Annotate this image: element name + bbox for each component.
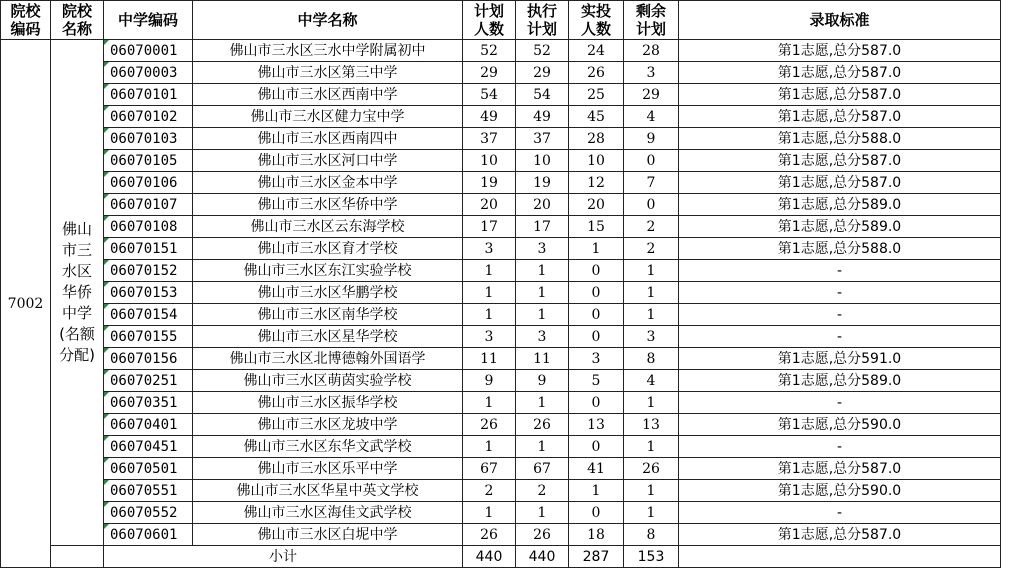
actual-count-cell: 24 [569,40,624,62]
school-code-cell: 06070155 [104,326,193,348]
plan-count-cell: 19 [463,172,516,194]
header-school-code: 中学编码 [104,1,193,40]
plan-count-cell: 29 [463,62,516,84]
criteria-cell: 第1志愿,总分590.0 [679,414,1001,436]
plan-count-cell: 20 [463,194,516,216]
actual-count-cell: 15 [569,216,624,238]
institution-code: 7002 [1,40,51,568]
table-row [1,194,1001,216]
table-row [1,326,1001,348]
plan-count-cell: 37 [463,128,516,150]
exec-plan-cell: 67 [516,458,569,480]
header-inst-code: 院校 编码 [1,1,51,40]
actual-count-cell: 25 [569,84,624,106]
exec-plan-cell: 49 [516,106,569,128]
school-code-cell: 06070103 [104,128,193,150]
actual-count-cell: 0 [569,436,624,458]
plan-count-cell: 2 [463,480,516,502]
school-name-cell: 佛山市三水区健力宝中学 [193,106,463,128]
school-name-cell: 佛山市三水区西南中学 [193,84,463,106]
school-name-cell: 佛山市三水区第三中学 [193,62,463,84]
header-school-name: 中学名称 [193,1,463,40]
table-row [1,348,1001,370]
school-code-cell: 06070401 [104,414,193,436]
school-code-cell: 06070001 [104,40,193,62]
actual-count-cell: 20 [569,194,624,216]
table-row [1,480,1001,502]
actual-count-cell: 5 [569,370,624,392]
criteria-cell: - [679,436,1001,458]
actual-count-cell: 13 [569,414,624,436]
remain-plan-cell: 7 [624,172,679,194]
school-name-cell: 佛山市三水区西南四中 [193,128,463,150]
remain-plan-cell: 26 [624,458,679,480]
actual-count-cell: 18 [569,524,624,546]
table-row [1,392,1001,414]
plan-count-cell: 1 [463,502,516,524]
exec-plan-cell: 26 [516,524,569,546]
criteria-cell: 第1志愿,总分589.0 [679,194,1001,216]
school-name-cell: 佛山市三水区乐平中学 [193,458,463,480]
remain-plan-cell: 9 [624,128,679,150]
actual-count-cell: 10 [569,150,624,172]
remain-plan-cell: 0 [624,194,679,216]
exec-plan-cell: 1 [516,304,569,326]
school-code-cell: 06070108 [104,216,193,238]
remain-plan-cell: 8 [624,524,679,546]
remain-plan-cell: 13 [624,414,679,436]
exec-plan-cell: 1 [516,282,569,304]
school-name-cell: 佛山市三水区华星中英文学校 [193,480,463,502]
school-name-cell: 佛山市三水区三水中学附属初中 [193,40,463,62]
table-row [1,370,1001,392]
school-name-cell: 佛山市三水区南华学校 [193,304,463,326]
actual-count-cell: 45 [569,106,624,128]
criteria-cell: - [679,260,1001,282]
exec-plan-cell: 19 [516,172,569,194]
plan-count-cell: 17 [463,216,516,238]
actual-count-cell: 0 [569,392,624,414]
school-code-cell: 06070501 [104,458,193,480]
school-name-cell: 佛山市三水区金本中学 [193,172,463,194]
actual-count-cell: 0 [569,326,624,348]
table-row [1,436,1001,458]
actual-count-cell: 1 [569,238,624,260]
school-code-cell: 06070105 [104,150,193,172]
school-name-cell: 佛山市三水区东华文武学校 [193,436,463,458]
plan-count-cell: 10 [463,150,516,172]
school-code-cell: 06070153 [104,282,193,304]
criteria-cell: 第1志愿,总分588.0 [679,128,1001,150]
remain-plan-cell: 4 [624,370,679,392]
plan-count-cell: 1 [463,260,516,282]
table-row [1,40,1001,62]
header-exec: 执行 计划 [516,1,569,40]
remain-plan-cell: 2 [624,238,679,260]
total-exec-cell: 440 [516,546,569,568]
school-name-cell: 佛山市三水区白坭中学 [193,524,463,546]
exec-plan-cell: 29 [516,62,569,84]
table-row [1,524,1001,546]
criteria-cell: 第1志愿,总分587.0 [679,40,1001,62]
remain-plan-cell: 1 [624,282,679,304]
criteria-cell: 第1志愿,总分589.0 [679,216,1001,238]
plan-count-cell: 1 [463,392,516,414]
plan-count-cell: 9 [463,370,516,392]
exec-plan-cell: 20 [516,194,569,216]
total-row [1,546,1001,568]
actual-count-cell: 0 [569,304,624,326]
plan-count-cell: 3 [463,326,516,348]
criteria-cell: 第1志愿,总分587.0 [679,524,1001,546]
exec-plan-cell: 3 [516,238,569,260]
actual-count-cell: 0 [569,282,624,304]
exec-plan-cell: 3 [516,326,569,348]
remain-plan-cell: 1 [624,304,679,326]
exec-plan-cell: 1 [516,436,569,458]
actual-count-cell: 0 [569,260,624,282]
remain-plan-cell: 2 [624,216,679,238]
table-row [1,238,1001,260]
total-plan-cell: 440 [463,546,516,568]
table-row [1,260,1001,282]
header-row [1,1,1001,40]
school-name-cell: 佛山市三水区星华学校 [193,326,463,348]
school-name-cell: 佛山市三水区河口中学 [193,150,463,172]
header-actual: 实投 人数 [569,1,624,40]
criteria-cell: - [679,282,1001,304]
plan-count-cell: 1 [463,282,516,304]
table-row [1,128,1001,150]
table-row [1,150,1001,172]
table-row [1,84,1001,106]
actual-count-cell: 28 [569,128,624,150]
remain-plan-cell: 3 [624,62,679,84]
school-code-cell: 06070351 [104,392,193,414]
remain-plan-cell: 1 [624,392,679,414]
actual-count-cell: 0 [569,502,624,524]
actual-count-cell: 26 [569,62,624,84]
exec-plan-cell: 1 [516,392,569,414]
actual-count-cell: 3 [569,348,624,370]
table-row [1,106,1001,128]
criteria-cell: - [679,326,1001,348]
table-row [1,282,1001,304]
criteria-cell: 第1志愿,总分589.0 [679,370,1001,392]
remain-plan-cell: 1 [624,260,679,282]
criteria-cell: - [679,304,1001,326]
school-code-cell: 06070156 [104,348,193,370]
table-row [1,216,1001,238]
remain-plan-cell: 8 [624,348,679,370]
table-row [1,172,1001,194]
school-name-cell: 佛山市三水区龙坡中学 [193,414,463,436]
criteria-cell: 第1志愿,总分587.0 [679,150,1001,172]
school-name-cell: 佛山市三水区云东海学校 [193,216,463,238]
criteria-cell: 第1志愿,总分588.0 [679,238,1001,260]
table-row [1,458,1001,480]
remain-plan-cell: 1 [624,502,679,524]
exec-plan-cell: 37 [516,128,569,150]
school-code-cell: 06070251 [104,370,193,392]
remain-plan-cell: 28 [624,40,679,62]
criteria-cell: 第1志愿,总分587.0 [679,106,1001,128]
school-name-cell: 佛山市三水区振华学校 [193,392,463,414]
actual-count-cell: 1 [569,480,624,502]
exec-plan-cell: 11 [516,348,569,370]
table-row [1,414,1001,436]
institution-name-text: 佛山市三水区华侨中学(名额分配) [59,220,95,364]
plan-count-cell: 1 [463,436,516,458]
plan-count-cell: 11 [463,348,516,370]
criteria-cell: 第1志愿,总分590.0 [679,480,1001,502]
criteria-cell: 第1志愿,总分587.0 [679,84,1001,106]
plan-count-cell: 52 [463,40,516,62]
actual-count-cell: 12 [569,172,624,194]
criteria-cell: 第1志愿,总分591.0 [679,348,1001,370]
school-code-cell: 06070101 [104,84,193,106]
school-code-cell: 06070154 [104,304,193,326]
remain-plan-cell: 0 [624,150,679,172]
criteria-cell: 第1志愿,总分587.0 [679,458,1001,480]
criteria-cell: 第1志愿,总分587.0 [679,62,1001,84]
total-spacer-cell [51,546,104,568]
remain-plan-cell: 4 [624,106,679,128]
exec-plan-cell: 52 [516,40,569,62]
header-inst-name: 院校 名称 [51,1,104,40]
school-name-cell: 佛山市三水区育才学校 [193,238,463,260]
school-name-cell: 佛山市三水区华侨中学 [193,194,463,216]
table-row [1,62,1001,84]
plan-count-cell: 26 [463,414,516,436]
school-code-cell: 06070451 [104,436,193,458]
school-code-cell: 06070151 [104,238,193,260]
plan-count-cell: 54 [463,84,516,106]
exec-plan-cell: 1 [516,260,569,282]
table-body [1,40,1001,568]
plan-count-cell: 1 [463,304,516,326]
school-name-cell: 佛山市三水区萌茵实验学校 [193,370,463,392]
school-code-cell: 06070106 [104,172,193,194]
plan-count-cell: 67 [463,458,516,480]
exec-plan-cell: 54 [516,84,569,106]
header-remain: 剩余 计划 [624,1,679,40]
remain-plan-cell: 3 [624,326,679,348]
actual-count-cell: 41 [569,458,624,480]
school-name-cell: 佛山市三水区北博德翰外国语学 [193,348,463,370]
exec-plan-cell: 26 [516,414,569,436]
total-remain-cell: 153 [624,546,679,568]
school-code-cell: 06070551 [104,480,193,502]
institution-name [51,40,104,546]
exec-plan-cell: 10 [516,150,569,172]
exec-plan-cell: 1 [516,502,569,524]
remain-plan-cell: 1 [624,480,679,502]
school-code-cell: 06070003 [104,62,193,84]
criteria-cell: 第1志愿,总分587.0 [679,172,1001,194]
total-label: 小计 [104,546,463,568]
school-code-cell: 06070552 [104,502,193,524]
table-row [1,502,1001,524]
school-code-cell: 06070107 [104,194,193,216]
exec-plan-cell: 17 [516,216,569,238]
school-name-cell: 佛山市三水区华鹏学校 [193,282,463,304]
header-plan: 计划 人数 [463,1,516,40]
table-row [1,304,1001,326]
plan-count-cell: 49 [463,106,516,128]
school-code-cell: 06070152 [104,260,193,282]
plan-count-cell: 26 [463,524,516,546]
criteria-cell: - [679,392,1001,414]
total-criteria-cell [679,546,1001,568]
school-name-cell: 佛山市三水区东江实验学校 [193,260,463,282]
plan-count-cell: 3 [463,238,516,260]
school-name-cell: 佛山市三水区海佳文武学校 [193,502,463,524]
school-code-cell: 06070102 [104,106,193,128]
total-actual-cell: 287 [569,546,624,568]
school-code-cell: 06070601 [104,524,193,546]
header-criteria: 录取标准 [679,1,1001,40]
exec-plan-cell: 9 [516,370,569,392]
criteria-cell: - [679,502,1001,524]
remain-plan-cell: 29 [624,84,679,106]
exec-plan-cell: 2 [516,480,569,502]
remain-plan-cell: 1 [624,436,679,458]
